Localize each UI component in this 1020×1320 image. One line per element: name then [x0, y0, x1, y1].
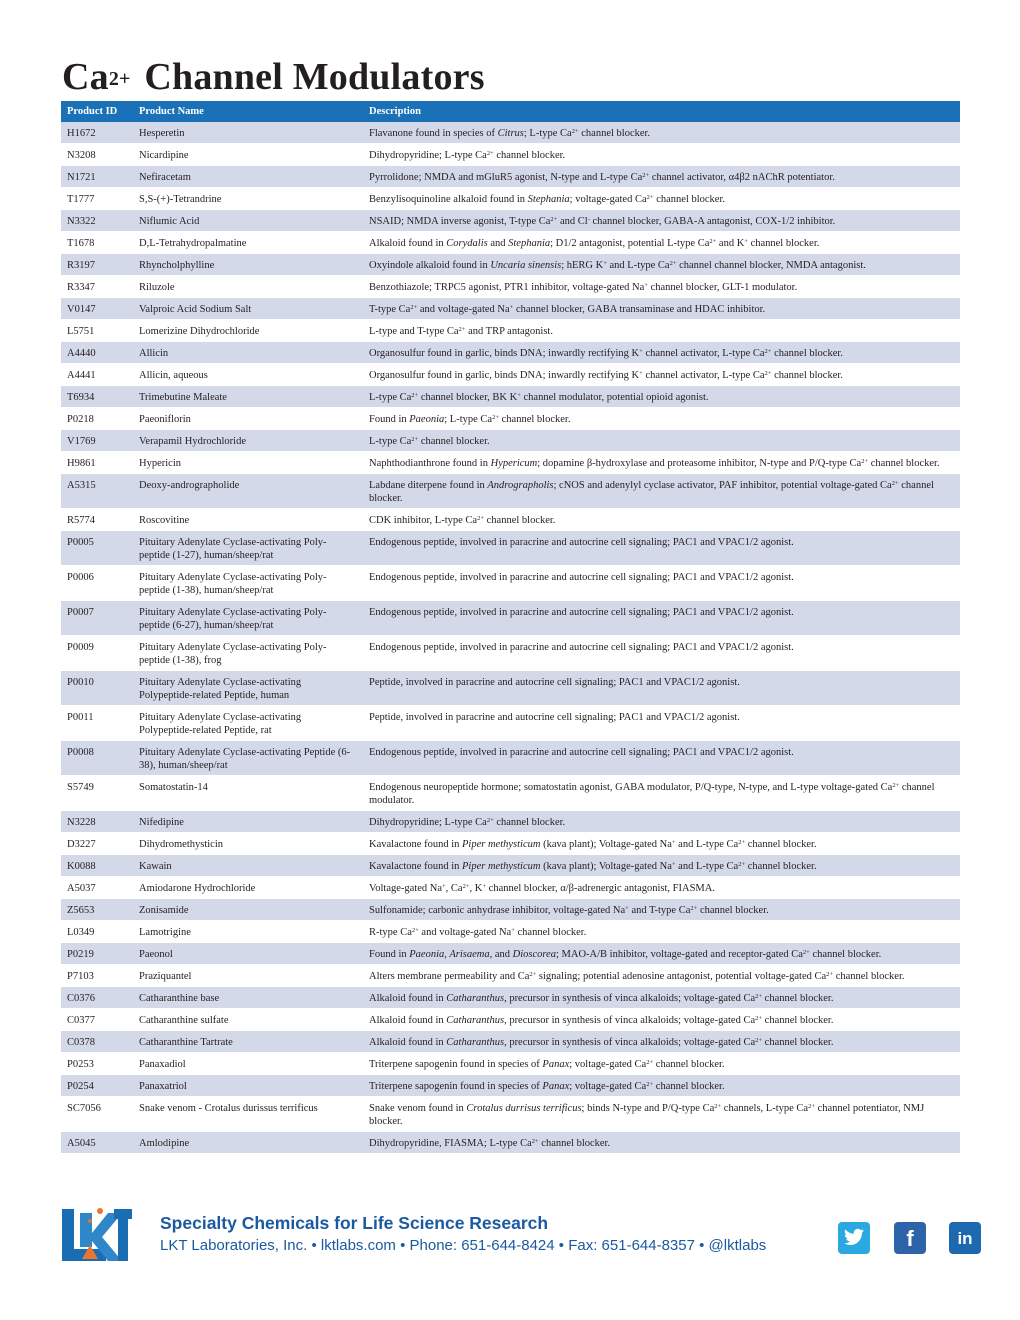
product-description-cell: Naphthodianthrone found in Hypericum; dopamine β-hydroxylase and proteasome inhibitor, N-type and P/Q-type $Ca^{2+}$ channel blocker. [363, 452, 960, 474]
table-row [61, 232, 960, 254]
product-description-cell: Oxyindole alkaloid found in Uncaria sinensis; hERG K+ and L-type $Ca^{2+}$ channel channel blocker, NMDA antagonist. [363, 254, 960, 276]
table-row [61, 298, 960, 320]
product-name-cell: Valproic Acid Sodium Salt [133, 298, 363, 320]
table-row [61, 1009, 960, 1031]
table-row [61, 776, 960, 811]
product-id-cell: P7103 [61, 965, 133, 987]
product-name-cell: Pituitary Adenylate Cyclase-activating Polypeptide-related Peptide, human [133, 671, 363, 706]
lkt-logo-icon [60, 1207, 134, 1263]
product-id-cell: N3322 [61, 210, 133, 232]
product-id-cell: A4441 [61, 364, 133, 386]
product-name-cell: Riluzole [133, 276, 363, 298]
table-row [61, 741, 960, 776]
product-id-cell: L5751 [61, 320, 133, 342]
table-row [61, 833, 960, 855]
table-row [61, 474, 960, 509]
product-name-cell: Panaxatriol [133, 1075, 363, 1097]
product-id-cell: N3228 [61, 811, 133, 833]
product-name-cell: Pituitary Adenylate Cyclase-activating Poly-peptide (1-27), human/sheep/rat [133, 531, 363, 566]
product-name-cell: Catharanthine base [133, 987, 363, 1009]
product-name-cell: Snake venom - Crotalus durissus terrificus [133, 1097, 363, 1132]
product-name-cell: Pituitary Adenylate Cyclase-activating Peptide (6-38), human/sheep/rat [133, 741, 363, 776]
product-description-cell: NSAID; NMDA inverse agonist, T-type $Ca^{2+}$ and Cl- channel blocker, GABA-A antagonist, COX-1/2 inhibitor. [363, 210, 960, 232]
table-row [61, 408, 960, 430]
product-description-cell: Labdane diterpene found in Andrographolis; cNOS and adenylyl cyclase activator, PAF inhibitor, potential voltage-gated $Ca^{2+}$ channel blocker. [363, 474, 960, 509]
product-description-cell: Pyrrolidone; NMDA and mGluR5 agonist, N-type and L-type $Ca^{2+}$ channel activator, α4β2 nAChR potentiator. [363, 166, 960, 188]
product-name-cell: Pituitary Adenylate Cyclase-activating Poly-peptide (1-38), human/sheep/rat [133, 566, 363, 601]
product-description-cell: Alkaloid found in Catharanthus, precursor in synthesis of vinca alkaloids; voltage-gated $Ca^{2+}$ channel blocker. [363, 987, 960, 1009]
product-description-cell: Peptide, involved in paracrine and autocrine cell signaling; PAC1 and VPAC1/2 agonist. [363, 706, 960, 741]
product-description-cell: Endogenous peptide, involved in paracrine and autocrine cell signaling; PAC1 and VPAC1/2 agonist. [363, 636, 960, 671]
table-row [61, 122, 960, 144]
table-row [61, 342, 960, 364]
header-description: Description [363, 101, 960, 122]
product-id-cell: T1777 [61, 188, 133, 210]
product-name-cell: Pituitary Adenylate Cyclase-activating Poly-peptide (6-27), human/sheep/rat [133, 601, 363, 636]
product-description-cell: Voltage-gated Na+, $Ca^{2+}$, K+ channel blocker, α/β-adrenergic antagonist, FIASMA. [363, 877, 960, 899]
table-row [61, 144, 960, 166]
product-id-cell: P0219 [61, 943, 133, 965]
product-name-cell: Lomerizine Dihydrochloride [133, 320, 363, 342]
product-name-cell: Pituitary Adenylate Cyclase-activating Polypeptide-related Peptide, rat [133, 706, 363, 741]
product-description-cell: Organosulfur found in garlic, binds DNA; inwardly rectifying K+ channel activator, L-type $Ca^{2+}$ channel blocker. [363, 364, 960, 386]
product-id-cell: P0005 [61, 531, 133, 566]
product-name-cell: Allicin [133, 342, 363, 364]
product-description-cell: Dihydropyridine; L-type $Ca^{2+}$ channel blocker. [363, 144, 960, 166]
product-description-cell: CDK inhibitor, L-type $Ca^{2+}$ channel blocker. [363, 509, 960, 531]
table-row [61, 166, 960, 188]
product-description-cell: L-type $Ca^{2+}$ channel blocker, BK K+ channel modulator, potential opioid agonist. [363, 386, 960, 408]
product-description-cell: Sulfonamide; carbonic anhydrase inhibitor, voltage-gated Na+ and T-type $Ca^{2+}$ channel blocker. [363, 899, 960, 921]
table-row [61, 877, 960, 899]
product-description-cell: Endogenous peptide, involved in paracrine and autocrine cell signaling; PAC1 and VPAC1/2 agonist. [363, 741, 960, 776]
product-id-cell: C0376 [61, 987, 133, 1009]
product-name-cell: Roscovitine [133, 509, 363, 531]
product-description-cell: Endogenous peptide, involved in paracrine and autocrine cell signaling; PAC1 and VPAC1/2 agonist. [363, 601, 960, 636]
table-row [61, 855, 960, 877]
product-name-cell: Amlodipine [133, 1132, 363, 1154]
product-id-cell: P0011 [61, 706, 133, 741]
product-name-cell: Trimebutine Maleate [133, 386, 363, 408]
table-row [61, 965, 960, 987]
product-id-cell: A4440 [61, 342, 133, 364]
product-name-cell: Catharanthine Tartrate [133, 1031, 363, 1053]
product-name-cell: Niflumic Acid [133, 210, 363, 232]
product-id-cell: SC7056 [61, 1097, 133, 1132]
product-description-cell: Flavanone found in species of Citrus; L-type $Ca^{2+}$ channel blocker. [363, 122, 960, 144]
product-id-cell: R3197 [61, 254, 133, 276]
product-name-cell: Nicardipine [133, 144, 363, 166]
product-description-cell: Dihydropyridine; L-type $Ca^{2+}$ channel blocker. [363, 811, 960, 833]
product-description-cell: Found in Paeonia, Arisaema, and Dioscorea; MAO-A/B inhibitor, voltage-gated and receptor-gated $Ca^{2+}$ channel blocker. [363, 943, 960, 965]
product-description-cell: R-type $Ca^{2+}$ and voltage-gated Na+ channel blocker. [363, 921, 960, 943]
table-row [61, 671, 960, 706]
product-description-cell: L-type and T-type $Ca^{2+}$ and TRP antagonist. [363, 320, 960, 342]
product-description-cell: Found in Paeonia; L-type $Ca^{2+}$ channel blocker. [363, 408, 960, 430]
table-row [61, 364, 960, 386]
product-description-cell: Dihydropyridine, FIASMA; L-type $Ca^{2+}$ channel blocker. [363, 1132, 960, 1154]
product-id-cell: V1769 [61, 430, 133, 452]
product-name-cell: Kawain [133, 855, 363, 877]
facebook-icon[interactable]: f [894, 1222, 926, 1254]
product-id-cell: R5774 [61, 509, 133, 531]
twitter-bird-icon [844, 1228, 864, 1246]
product-description-cell: T-type $Ca^{2+}$ and voltage-gated Na+ channel blocker, GABA transaminase and HDAC inhibitor. [363, 298, 960, 320]
product-description-cell: Endogenous peptide, involved in paracrine and autocrine cell signaling; PAC1 and VPAC1/2 agonist. [363, 566, 960, 601]
header-product-name: Product Name [133, 101, 363, 122]
product-name-cell: Hesperetin [133, 122, 363, 144]
product-name-cell: Allicin, aqueous [133, 364, 363, 386]
product-name-cell: S,S-(+)-Tetrandrine [133, 188, 363, 210]
table-row [61, 531, 960, 566]
product-id-cell: H9861 [61, 452, 133, 474]
table-row [61, 1097, 960, 1132]
product-id-cell: A5045 [61, 1132, 133, 1154]
table-row [61, 452, 960, 474]
product-name-cell: Pituitary Adenylate Cyclase-activating Poly-peptide (1-38), frog [133, 636, 363, 671]
page-title: $Ca^{2+}$ Channel Modulators [62, 56, 485, 98]
product-id-cell: P0254 [61, 1075, 133, 1097]
product-name-cell: Lamotrigine [133, 921, 363, 943]
product-name-cell: Praziquantel [133, 965, 363, 987]
footer-contact-info: LKT Laboratories, Inc. • lktlabs.com • Phone: 651-644-8424 • Fax: 651-644-8357 • @lktlabs [160, 1237, 767, 1254]
table-row [61, 943, 960, 965]
product-id-cell: T1678 [61, 232, 133, 254]
product-id-cell: A5037 [61, 877, 133, 899]
product-id-cell: P0010 [61, 671, 133, 706]
product-id-cell: D3227 [61, 833, 133, 855]
product-id-cell: P0008 [61, 741, 133, 776]
product-description-cell: L-type $Ca^{2+}$ channel blocker. [363, 430, 960, 452]
header-product-id: Product ID [61, 101, 133, 122]
product-description-cell: Kavalactone found in Piper methysticum (kava plant); Voltage-gated Na+ and L-type $Ca^{2+}$ channel blocker. [363, 833, 960, 855]
table-row [61, 1053, 960, 1075]
product-description-cell: Triterpene sapogenin found in species of Panax; voltage-gated $Ca^{2+}$ channel blocker. [363, 1075, 960, 1097]
product-name-cell: Paeonol [133, 943, 363, 965]
product-description-cell: Alkaloid found in Catharanthus, precursor in synthesis of vinca alkaloids; voltage-gated $Ca^{2+}$ channel blocker. [363, 1031, 960, 1053]
product-id-cell: H1672 [61, 122, 133, 144]
table-row [61, 188, 960, 210]
product-description-cell: Alkaloid found in Catharanthus, precursor in synthesis of vinca alkaloids; voltage-gated $Ca^{2+}$ channel blocker. [363, 1009, 960, 1031]
footer-tagline: Specialty Chemicals for Life Science Research [160, 1213, 549, 1233]
product-id-cell: P0006 [61, 566, 133, 601]
table-row [61, 1075, 960, 1097]
product-description-cell: Kavalactone found in Piper methysticum (kava plant); Voltage-gated Na+ and L-type $Ca^{2+}$ channel blocker. [363, 855, 960, 877]
table-row [61, 1132, 960, 1154]
product-id-cell: N3208 [61, 144, 133, 166]
table-header-row [61, 101, 960, 122]
table-row [61, 899, 960, 921]
product-name-cell: Nefiracetam [133, 166, 363, 188]
product-description-cell: Benzylisoquinoline alkaloid found in Stephania; voltage-gated $Ca^{2+}$ channel blocker. [363, 188, 960, 210]
table-row [61, 320, 960, 342]
product-name-cell: Panaxadiol [133, 1053, 363, 1075]
product-name-cell: Dihydromethysticin [133, 833, 363, 855]
table-row [61, 811, 960, 833]
product-description-cell: Endogenous neuropeptide hormone; somatostatin agonist, GABA modulator, P/Q-type, N-type, and L-type voltage-gated $Ca^{2+}$ channel modulator. [363, 776, 960, 811]
table-row [61, 386, 960, 408]
product-name-cell: Verapamil Hydrochloride [133, 430, 363, 452]
product-id-cell: T6934 [61, 386, 133, 408]
product-id-cell: P0007 [61, 601, 133, 636]
product-name-cell: Somatostatin-14 [133, 776, 363, 811]
product-name-cell: Catharanthine sulfate [133, 1009, 363, 1031]
linkedin-icon[interactable]: in [949, 1222, 981, 1254]
product-name-cell: Nifedipine [133, 811, 363, 833]
product-name-cell: Deoxy-andrographolide [133, 474, 363, 509]
product-description-cell: Endogenous peptide, involved in paracrine and autocrine cell signaling; PAC1 and VPAC1/2 agonist. [363, 531, 960, 566]
table-row [61, 276, 960, 298]
product-id-cell: C0378 [61, 1031, 133, 1053]
table-row [61, 210, 960, 232]
product-description-cell: Alters membrane permeability and $Ca^{2+}$ signaling; potential adenosine antagonist, potential voltage-gated $Ca^{2+}$ channel blocker. [363, 965, 960, 987]
product-id-cell: C0377 [61, 1009, 133, 1031]
product-id-cell: N1721 [61, 166, 133, 188]
product-id-cell: V0147 [61, 298, 133, 320]
table-row [61, 706, 960, 741]
product-id-cell: A5315 [61, 474, 133, 509]
product-id-cell: P0218 [61, 408, 133, 430]
product-description-cell: Benzothiazole; TRPC5 agonist, PTR1 inhibitor, voltage-gated Na+ channel blocker, GLT-1 modulator. [363, 276, 960, 298]
lkt-logo [60, 1207, 134, 1263]
product-id-cell: S5749 [61, 776, 133, 811]
product-name-cell: Amiodarone Hydrochloride [133, 877, 363, 899]
product-name-cell: Hypericin [133, 452, 363, 474]
product-description-cell: Alkaloid found in Corydalis and Stephania; D1/2 antagonist, potential L-type $Ca^{2+}$ and K+ channel blocker. [363, 232, 960, 254]
product-name-cell: Zonisamide [133, 899, 363, 921]
product-table [61, 101, 960, 1154]
product-id-cell: P0009 [61, 636, 133, 671]
table-row [61, 566, 960, 601]
product-name-cell: D,L-Tetrahydropalmatine [133, 232, 363, 254]
table-row [61, 254, 960, 276]
table-row [61, 430, 960, 452]
table-row [61, 509, 960, 531]
product-id-cell: K0088 [61, 855, 133, 877]
table-row [61, 987, 960, 1009]
product-description-cell: Peptide, involved in paracrine and autocrine cell signaling; PAC1 and VPAC1/2 agonist. [363, 671, 960, 706]
product-id-cell: Z5653 [61, 899, 133, 921]
product-description-cell: Triterpene sapogenin found in species of Panax; voltage-gated $Ca^{2+}$ channel blocker. [363, 1053, 960, 1075]
product-id-cell: P0253 [61, 1053, 133, 1075]
table-row [61, 1031, 960, 1053]
product-description-cell: Snake venom found in Crotalus durrisus terrificus; binds N-type and P/Q-type $Ca^{2+}$ channels, L-type $Ca^{2+}$ channel potentiator, NMJ blocker. [363, 1097, 960, 1132]
table-body [61, 122, 960, 1154]
table-row [61, 921, 960, 943]
product-id-cell: L0349 [61, 921, 133, 943]
table-row [61, 636, 960, 671]
twitter-icon[interactable] [838, 1222, 870, 1254]
product-id-cell: R3347 [61, 276, 133, 298]
product-name-cell: Rhyncholphylline [133, 254, 363, 276]
product-description-cell: Organosulfur found in garlic, binds DNA; inwardly rectifying K+ channel activator, L-type $Ca^{2+}$ channel blocker. [363, 342, 960, 364]
product-name-cell: Paeoniflorin [133, 408, 363, 430]
table-row [61, 601, 960, 636]
